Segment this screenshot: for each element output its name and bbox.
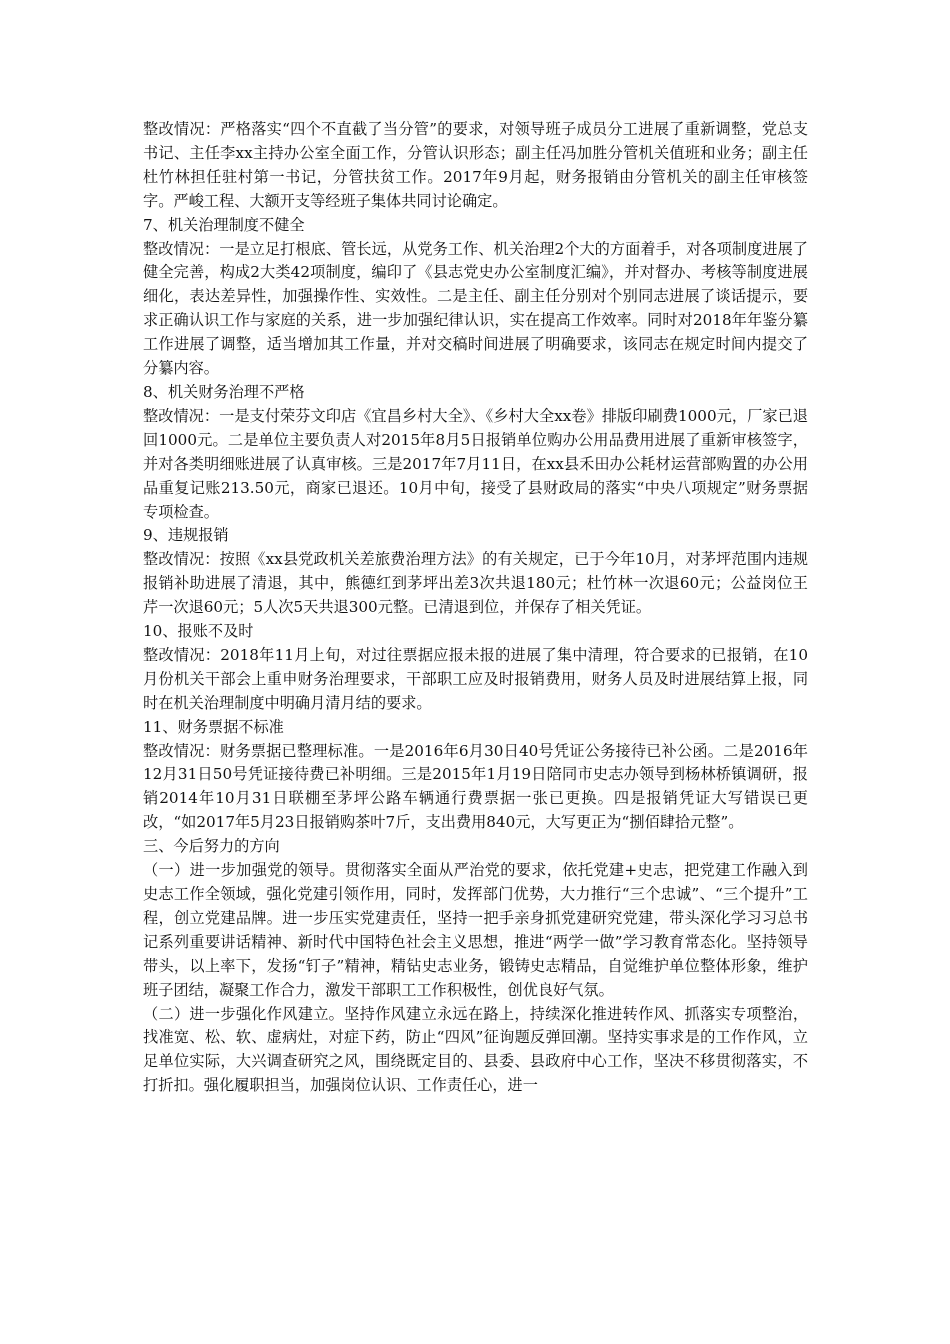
paragraph-direction-1: （一）进一步加强党的领导。贯彻落实全面从严治党的要求，依托党建+史志，把党建工作融入到史志工作全领域，强化党建引领作用，同时，发挥部门优势，大力推行“三个忠诚”、“三个提升”工程，创立党建品牌。进一步压实党建责任，坚持一把手亲身抓党建研究党建，带头深化学习习总书记系列重要讲话精神、新时代中国特色社会主义思想，推进“两学一做”学习教育常态化。坚持领导带头，以上率下，发扬“钉子”精神，精钻史志业务，锻铸史志精品，自觉维护单位整体形象，维护班子团结，凝聚工作合力，激发干部职工工作积极性，创优良好气氛。	[143, 861, 808, 999]
paragraph-rectification-10: 整改情况：2018年11月上旬，对过往票据应报未报的进展了集中清理，符合要求的已报销，在10月份机关干部会上重申财务治理要求，干部职工应及时报销费用，财务人员及时进展结算上报，同时在机关治理制度中明确月清月结的要求。	[143, 645, 808, 712]
heading-item-7: 7、机关治理制度不健全	[143, 215, 305, 234]
paragraph-rectification-11: 整改情况：财务票据已整理标准。一是2016年6月30日40号凭证公务接待已补公函。二是2016年12月31日50号凭证接待费已补明细。三是2015年1月19日陪同市史志办领导到杨林桥镇调研，报销2014年10月31日联棚至茅坪公路车辆通行费票据一张已更换。四是报销凭证大写错误已更改，“如2017年5月23日报销购茶叶7斤，支出费用840元，大写更正为“捌佰肆拾元整”。	[143, 741, 808, 832]
paragraph-direction-2: （二）进一步强化作风建立。坚持作风建立永远在路上，持续深化推进转作风、抓落实专项整治，找准宽、松、软、虚病灶，对症下药，防止“四风”征询题反弹回潮。坚持实事求是的工作作风，立足单位实际，大兴调查研究之风，围绕既定目的、县委、县政府中心工作，坚决不移贯彻落实，不打折扣。强化履职担当，加强岗位认识、工作责任心，进一	[143, 1004, 808, 1095]
heading-item-8: 8、机关财务治理不严格	[143, 382, 305, 401]
document-body	[143, 118, 808, 1098]
heading-item-10: 10、报账不及时	[143, 622, 254, 641]
paragraph-rectification-6: 整改情况：严格落实“四个不直截了当分管”的要求，对领导班子成员分工进展了重新调整，党总支书记、主任李xx主持办公室全面工作，分管认识形态；副主任冯加胜分管机关值班和业务；副主任杜竹林担任驻村第一书记，分管扶贫工作。2017年9月起，财务报销由分管机关的副主任审核签字。严峻工程、大额开支等经班子集体共同讨论确定。	[143, 120, 808, 210]
paragraph-rectification-8: 整改情况：一是支付荣芬文印店《宜昌乡村大全》、《乡村大全xx卷》排版印刷费1000元，厂家已退回1000元。二是单位主要负责人对2015年8月5日报销单位购办公用品费用进展了重新审核签字，并对各类明细账进展了认真审核。三是2017年7月11日，在xx县禾田办公耗材运营部购置的办公用品重复记账213.50元，商家已退还。10月中旬，接受了县财政局的落实“中央八项规定”财务票据专项检查。	[143, 406, 808, 521]
paragraph-rectification-7: 整改情况：一是立足打根底、管长远，从党务工作、机关治理2个大的方面着手，对各项制度进展了健全完善，构成2大类42项制度，编印了《县志党史办公室制度汇编》，并对督办、考核等制度进展细化，表达差异性，加强操作性、实效性。二是主任、副主任分别对个别同志进展了谈话提示，要求正确认识工作与家庭的关系，进一步加强纪律认识，实在提高工作效率。同时对2018年年鉴分纂工作进展了调整，适当增加其工作量，并对交稿时间进展了明确要求，该同志在规定时间内提交了分纂内容。	[143, 239, 808, 378]
heading-item-9: 9、违规报销	[143, 526, 229, 545]
paragraph-rectification-9: 整改情况：按照《xx县党政机关差旅费治理方法》的有关规定，已于今年10月，对茅坪范围内违规报销补助进展了清退，其中，熊德红到茅坪出差3次共退180元；杜竹林一次退60元；公益岗位王芹一次退60元；5人次5天共退300元整。已清退到位，并保存了相关凭证。	[143, 550, 808, 617]
heading-item-11: 11、财务票据不标准	[143, 717, 284, 736]
heading-section-3: 三、今后努力的方向	[143, 837, 280, 856]
